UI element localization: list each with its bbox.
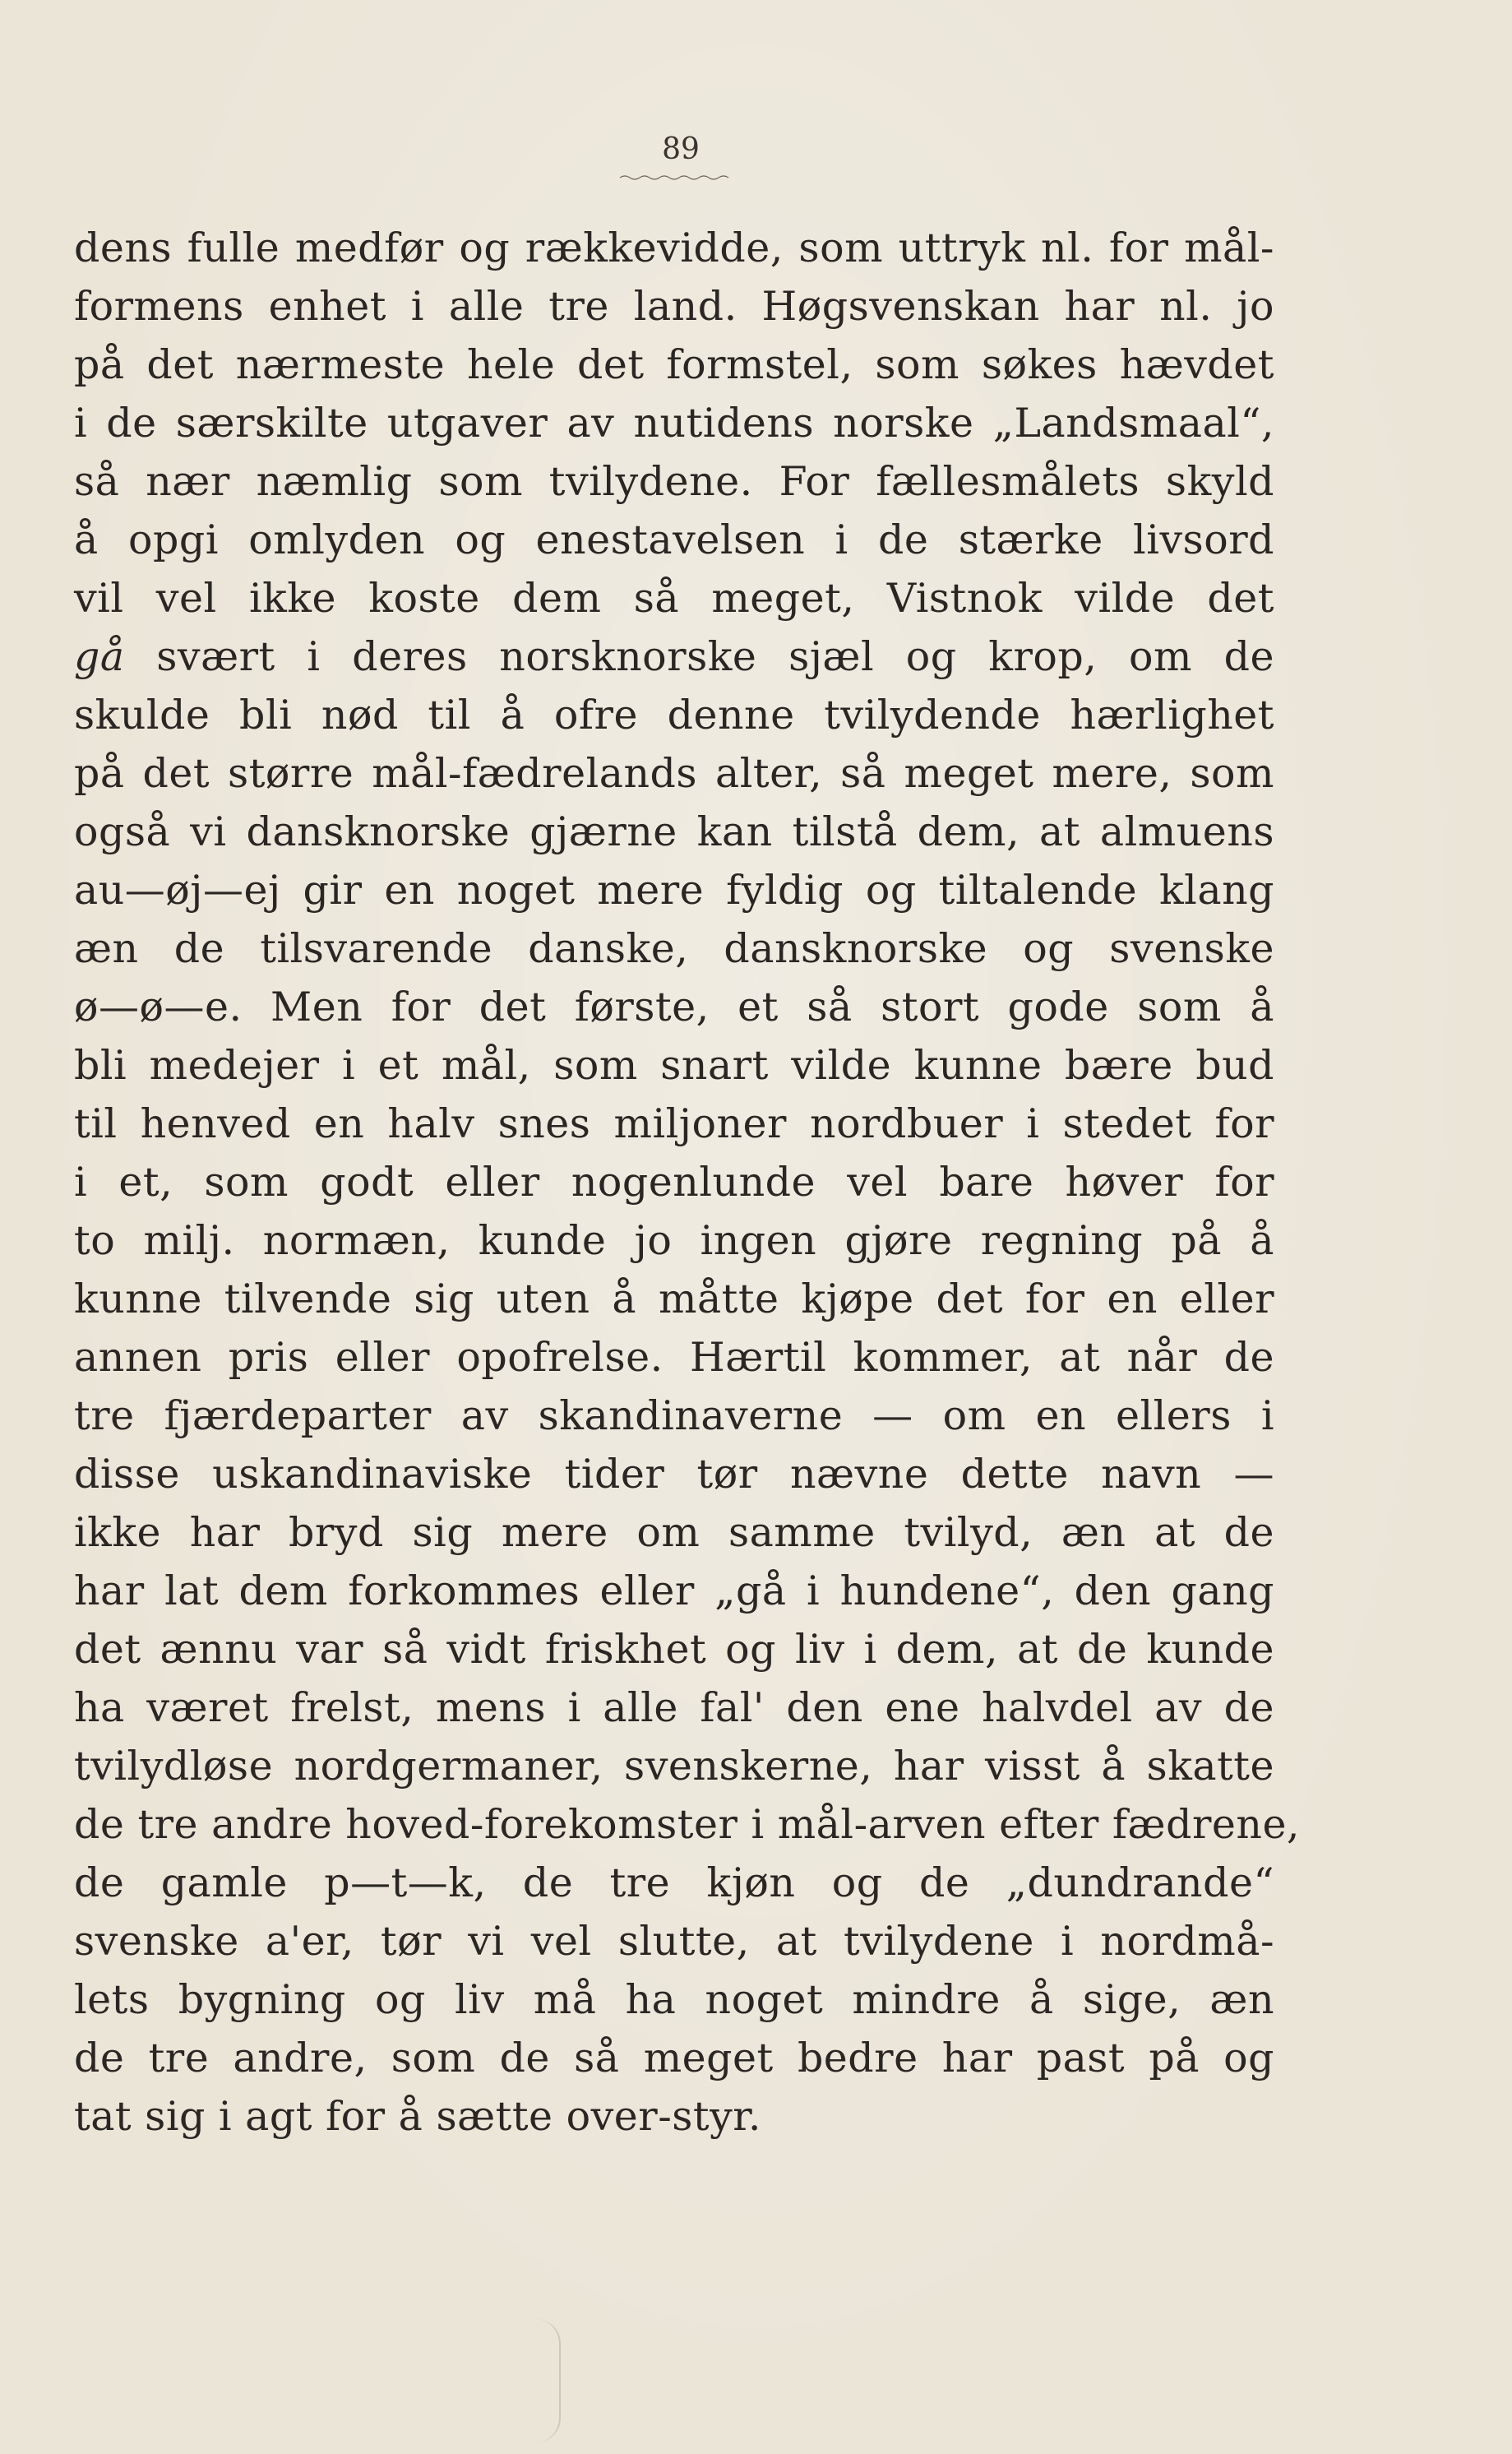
text-line: på det nærmeste hele det formstel, som søkes hævdet (74, 341, 1274, 388)
text-line: disse uskandinaviske tider tør nævne dette navn — (74, 1451, 1274, 1498)
text-line: i et, som godt eller nogenlunde vel bare høver for (74, 1159, 1274, 1206)
text-line: de tre andre, som de så meget bedre har past på og (74, 2035, 1274, 2081)
text-line: ø—ø—e. Men for det første, et så stort gode som å (74, 984, 1274, 1030)
text-line: det ænnu var så vidt friskhet og liv i dem, at de kunde (74, 1626, 1274, 1673)
emphasized-word: gå (74, 633, 125, 680)
text-line: så nær næmlig som tvilydene. For fællesmålets skyld (74, 458, 1274, 505)
text-line: tre fjærdeparter av skandinaverne — om en ellers i (74, 1392, 1274, 1439)
text-line: dens fulle medfør og rækkevidde, som uttryk nl. for mål- (74, 225, 1274, 271)
text-line: også vi dansknorske gjærne kan tilstå dem, at almuens (74, 808, 1274, 855)
page-number: 89 (662, 132, 700, 166)
text-line: de gamle p—t—k, de tre kjøn og de „dundrande“ (74, 1859, 1274, 1906)
text-line: annen pris eller opofrelse. Hærtil kommer, at når de (74, 1334, 1274, 1381)
text-line-last: tat sig i agt for å sætte over-styr. (74, 2093, 761, 2140)
body-text (74, 219, 1301, 2146)
text-line: kunne tilvende sig uten å måtte kjøpe det for en eller (74, 1276, 1274, 1322)
text-line: å opgi omlyden og enestavelsen i de stærke livsord (74, 516, 1274, 563)
text-line: vil vel ikke koste dem så meget, Vistnok vilde det (74, 575, 1274, 622)
text-line: svenske a'er, tør vi vel slutte, at tvilydene i nordmå- (74, 1918, 1274, 1965)
text-line: formens enhet i alle tre land. Høgsvenskan har nl. jo (74, 283, 1274, 330)
text-line: ikke har bryd sig mere om samme tvilyd, æn at de (74, 1509, 1274, 1556)
text-line: har lat dem forkommes eller „gå i hundene“, den gang (74, 1567, 1274, 1614)
text-line: æn de tilsvarende danske, dansknorske og svenske (74, 925, 1274, 972)
text-line: i de særskilte utgaver av nutidens norske „Landsmaal“, (74, 400, 1274, 447)
text-line: to milj. normæn, kunde jo ingen gjøre regning på å (74, 1217, 1274, 1264)
page-number-ornament (618, 174, 733, 181)
text-line: tvilydløse nordgermaner, svenskerne, har visst å skatte (74, 1743, 1274, 1790)
text-line: lets bygning og liv må ha noget mindre å sige, æn (74, 1976, 1274, 2023)
paper-fold-shadow (526, 2319, 561, 2442)
text-line: au—øj—ej gir en noget mere fyldig og tiltalende klang (74, 867, 1274, 914)
text-line: bli medejer i et mål, som snart vilde kunne bære bud (74, 1042, 1274, 1089)
text-line: til henved en halv snes miljoner nordbuer i stedet for (74, 1100, 1274, 1147)
text-line: de tre andre hoved-forekomster i mål-arven efter fædrene, (74, 1801, 1301, 1848)
text-line: på det større mål-fædrelands alter, så meget mere, som (74, 750, 1274, 797)
text-line: skulde bli nød til å ofre denne tvilydende hærlighet (74, 692, 1274, 739)
text-line: ha været frelst, mens i alle fal' den ene halvdel av de (74, 1684, 1274, 1731)
text-line: gå svært i deres norsknorske sjæl og krop, om de (74, 633, 1274, 680)
